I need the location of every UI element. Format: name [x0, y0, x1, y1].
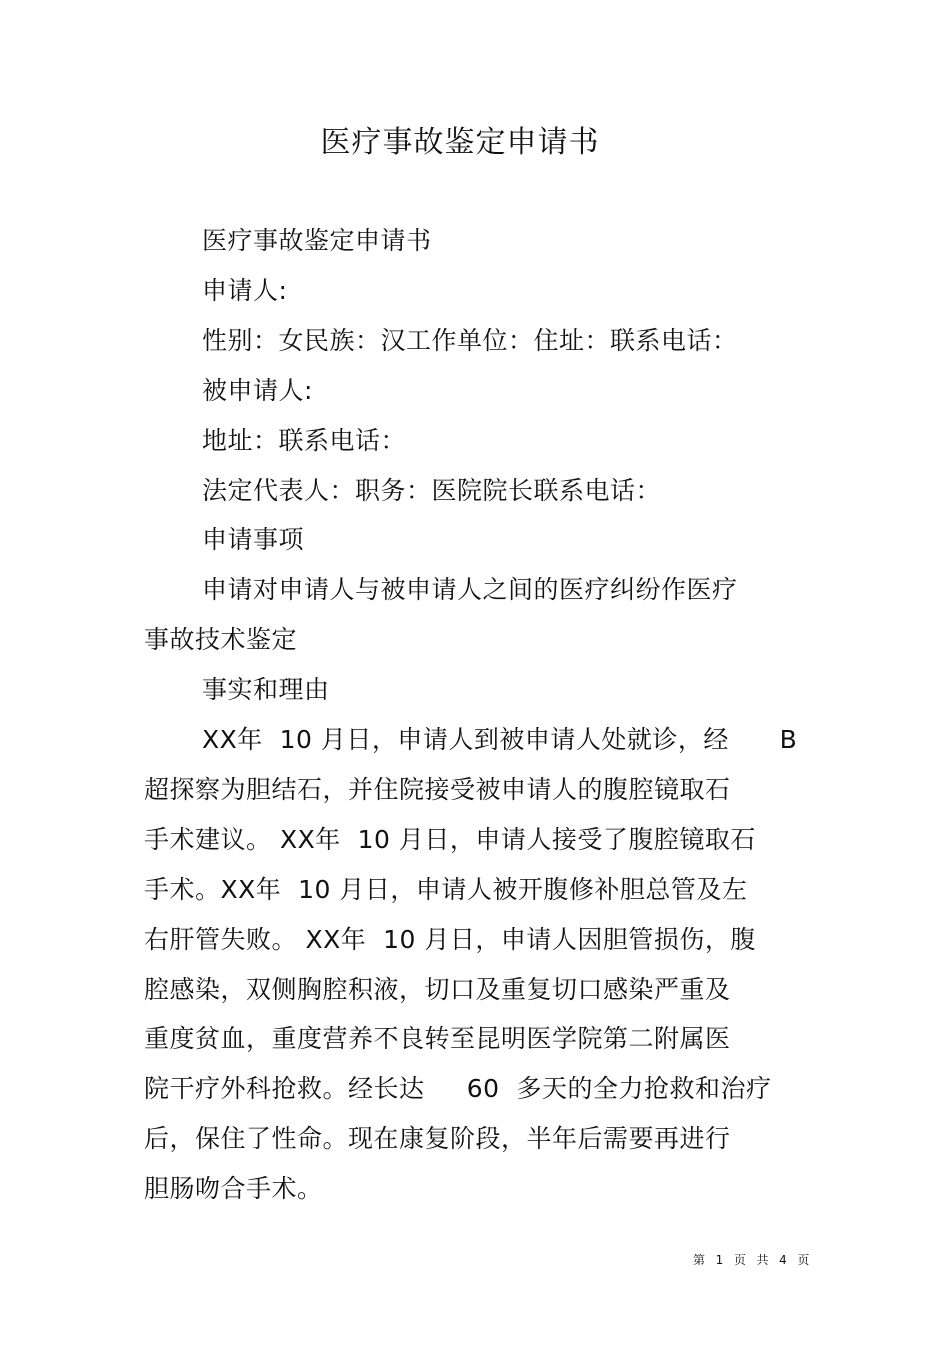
body-line: 手术建议。 XX年 10 月日，申请人接受了腹腔镜取石: [144, 825, 756, 854]
body-line: 申请人:: [202, 276, 288, 305]
body-line: 法定代表人：职务：医院院长联系电话：: [202, 476, 662, 505]
body-line: 申请对申请人与被申请人之间的医疗纠纷作医疗: [202, 575, 738, 604]
body-line: 院干疗外科抢救。经长达 60 多天的全力抢救和治疗: [144, 1074, 772, 1103]
body-line: 医疗事故鉴定申请书: [202, 226, 432, 255]
document-title: 医疗事故鉴定申请书: [320, 125, 600, 160]
body-line: 右肝管失败。 XX年 10 月日，申请人因胆管损伤，腹: [144, 925, 756, 954]
body-line: 性别：女民族：汉工作单位：住址：联系电话：: [202, 326, 738, 355]
body-line: 重度贫血，重度营养不良转至昆明医学院第二附属医: [144, 1024, 731, 1053]
section-heading: 申请事项: [202, 525, 305, 554]
body-line: XX年 10 月日，申请人到被申请人处就诊，经 B: [202, 725, 798, 754]
body-line: 后，保住了性命。现在康复阶段，半年后需要再进行: [144, 1124, 731, 1153]
page-footer: 第 1 页 共 4 页: [693, 1253, 811, 1267]
body-line: 手术。XX年 10 月日，申请人被开腹修补胆总管及左: [144, 875, 748, 904]
body-line: 超探察为胆结石，并住院接受被申请人的腹腔镜取石: [144, 775, 731, 804]
body-line: 事故技术鉴定: [144, 625, 298, 654]
body-line: 胆肠吻合手术。: [144, 1174, 323, 1203]
body-line: 被申请人:: [202, 376, 313, 405]
body-line: 地址：联系电话：: [202, 426, 407, 455]
section-heading: 事实和理由: [202, 675, 330, 704]
body-line: 腔感染，双侧胸腔积液，切口及重复切口感染严重及: [144, 975, 731, 1004]
